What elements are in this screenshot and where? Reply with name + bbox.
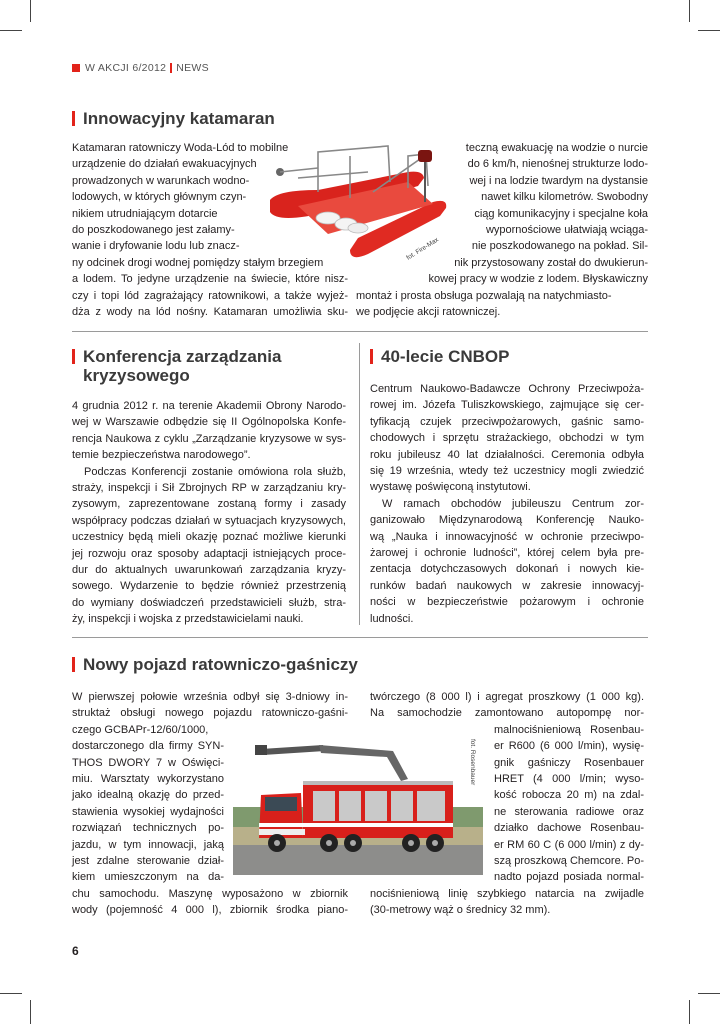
article3-text: Centrum Naukowo-Badawcze Ochrony Przeciwpoża- rowej im. Józefa Tuliszkowskiego, zajmujące się cer- tyfikacją czujek przeciwpożarowych, gaśnic samo- chodowych i sprzętu strażackiego, obchodzi w tym roku jubileusz 40 lat działalności. Ceremonia odbyła się 19 września, wtedy też uczestnicy mogli zwiedzić wystawę poświęconą instytutowi. W ramach obchodów jubileuszu Centrum zor- ganizowało Międzynarodową Konferencję Nauko- wą „Nauka i innowacyjność w ochronie przeciwpo- żarowej i ochronie ludności”, której celem była pre- zentacja dotychczasowych dokonań i nowych kie- runków badań naukowych w zakresie innowacyj- ności w bezpieczeństwie pożarowym i ochronie ludności. <box>370 383 644 625</box>
article2-text: 4 grudnia 2012 r. na terenie Akademii Obrony Narodo- wej w Warszawie odbędzie się II Ogólnopolska Konfe- rencja Naukowa z cyklu „Zarządzanie kryzysowe w sys- temie bezpieczeństwa narodowego”. Podczas Konferencji zostanie omówiona rola służb, straży, inspekcji i Sił Zbrojnych RP w zarządzaniu kry- zysowym, zaprezentowane zostaną formy i zasady współpracy podczas działań w sytuacjach kryzysowych, uczestnicy będą mieli okazję poznać możliwe kierunki jej rozwoju oraz sposoby adaptacji istniejących proce- dur do aktualnych uwarunkowań zarządzania kryzy- sowego. Wydarzenie to będzie również przestrzenią do wymiany doświadczeń przedstawicieli służb, stra- ży, inspekcji i wojska z przedstawicielami nauki. <box>72 400 346 626</box>
article1-title: Innowacyjny katamaran <box>72 109 275 128</box>
header-square-icon <box>72 64 80 72</box>
article4-title: Nowy pojazd ratowniczo-gaśniczy <box>72 655 358 674</box>
running-header <box>72 62 209 74</box>
divider <box>72 331 648 332</box>
fire-truck-photo <box>233 735 483 875</box>
katamaran-photo <box>258 142 458 267</box>
header-issue: 6/2012 <box>132 62 167 74</box>
crop-mark <box>689 0 690 22</box>
article2-title: Konferencja zarządzania kryzysowego <box>72 347 281 385</box>
article4-text-right: twórczego (8 000 l) i agregat proszkowy (1 000 kg). Na samochodzie zamontowano autopompę nor- malnociśnieniową Rosenbau- er R600 (6 000 l/min), wysię- gnik gaśniczy Rosenbauer HRET (4 000 l/min; wyso- kość robocza 20 m) na zdal- ne sterowania radiowe oraz działko dachowe Rosenbau- er RM 60 C (6 000 l/min) z dy- szą proszkową Chemcore. Po- nadto pojazd posiada normal- nociśnieniową linię szybkiego natarcia na zwijadle (30-metrowy wąż o średnicy 32 mm). <box>370 691 644 917</box>
article1-photo-credit: fot. Fire-Max <box>405 236 441 262</box>
crop-mark <box>689 1000 690 1024</box>
article4-photo-credit: fot. Rosenbauer <box>469 739 476 786</box>
crop-mark <box>30 1000 31 1024</box>
crop-mark <box>698 30 720 31</box>
header-section: W AKCJI <box>85 62 130 74</box>
column-divider <box>359 343 360 625</box>
article3-title: 40-lecie CNBOP <box>370 347 510 366</box>
crop-mark <box>0 30 22 31</box>
page-number: 6 <box>72 944 79 958</box>
crop-mark <box>0 993 22 994</box>
heading-bar <box>72 111 75 126</box>
heading-bar <box>370 349 373 364</box>
article4-text-left: W pierwszej połowie września odbył się 3-dniowy in- struktaż obsługi nowego pojazdu ratowniczo-gaśni- czego GCBAPr-12/60/1000, dostarczonego dla firmy SYN- THOS DWORY 7 w Oświęci- miu. Warsztaty wykorzystano jako idealną okazję do przed- stawienia wysokiej wydajności rozwiązań technicznych po- jazdu, w tym innowacji, jaką jest zdalne sterowanie dział- kiem umieszczonym na da- chu samochodu. Maszynę wyposażono w zbiornik wody (pojemność 4 000 l), zbiornik środka piano- <box>72 691 348 917</box>
header-category: NEWS <box>176 62 209 74</box>
header-separator <box>170 63 172 73</box>
heading-bar <box>72 657 75 672</box>
crop-mark <box>698 993 720 994</box>
heading-bar <box>72 349 75 364</box>
article1-text-right: teczną ewakuację na wodzie o nurcie do 6 km/h, nienośnej strukturze lodo- wej i na lodzie twardym na dystansie nawet kilku kilometrów. Swobodny ciąg komunikacyjny i specjalne koła wypornościowe ułatwiają wciąga- nie poszkodowanego na pokład. Sil- nik przystosowany został do dwukierun- kowej pracy w wodzie z lodem. Błyskawiczny montaż i prosta obsługa pozwalają na natychmiasto- we podjęcie akcji ratowniczej. <box>356 142 648 319</box>
article1-text-left: Katamaran ratowniczy Woda-Lód to mobilne urządzenie do działań ewakuacyjnych prowadzonych w warunkach wodno- lodowych, w których głównym czyn- nikiem utrudniającym dotarcie do poszkodowanego jest załamy- wanie i dryfowanie lodu lub znacz- ny odcinek drogi wodnej pomiędzy stałym brzegiem a lodem. To jedyne urządzenie na świecie, które nisz- czy i topi lód zagrażający ratownikowi, a także wyjeż- dża z wody na lód nośny. Katamaran umożliwia sku- <box>72 142 348 319</box>
divider <box>72 637 648 638</box>
crop-mark <box>30 0 31 22</box>
